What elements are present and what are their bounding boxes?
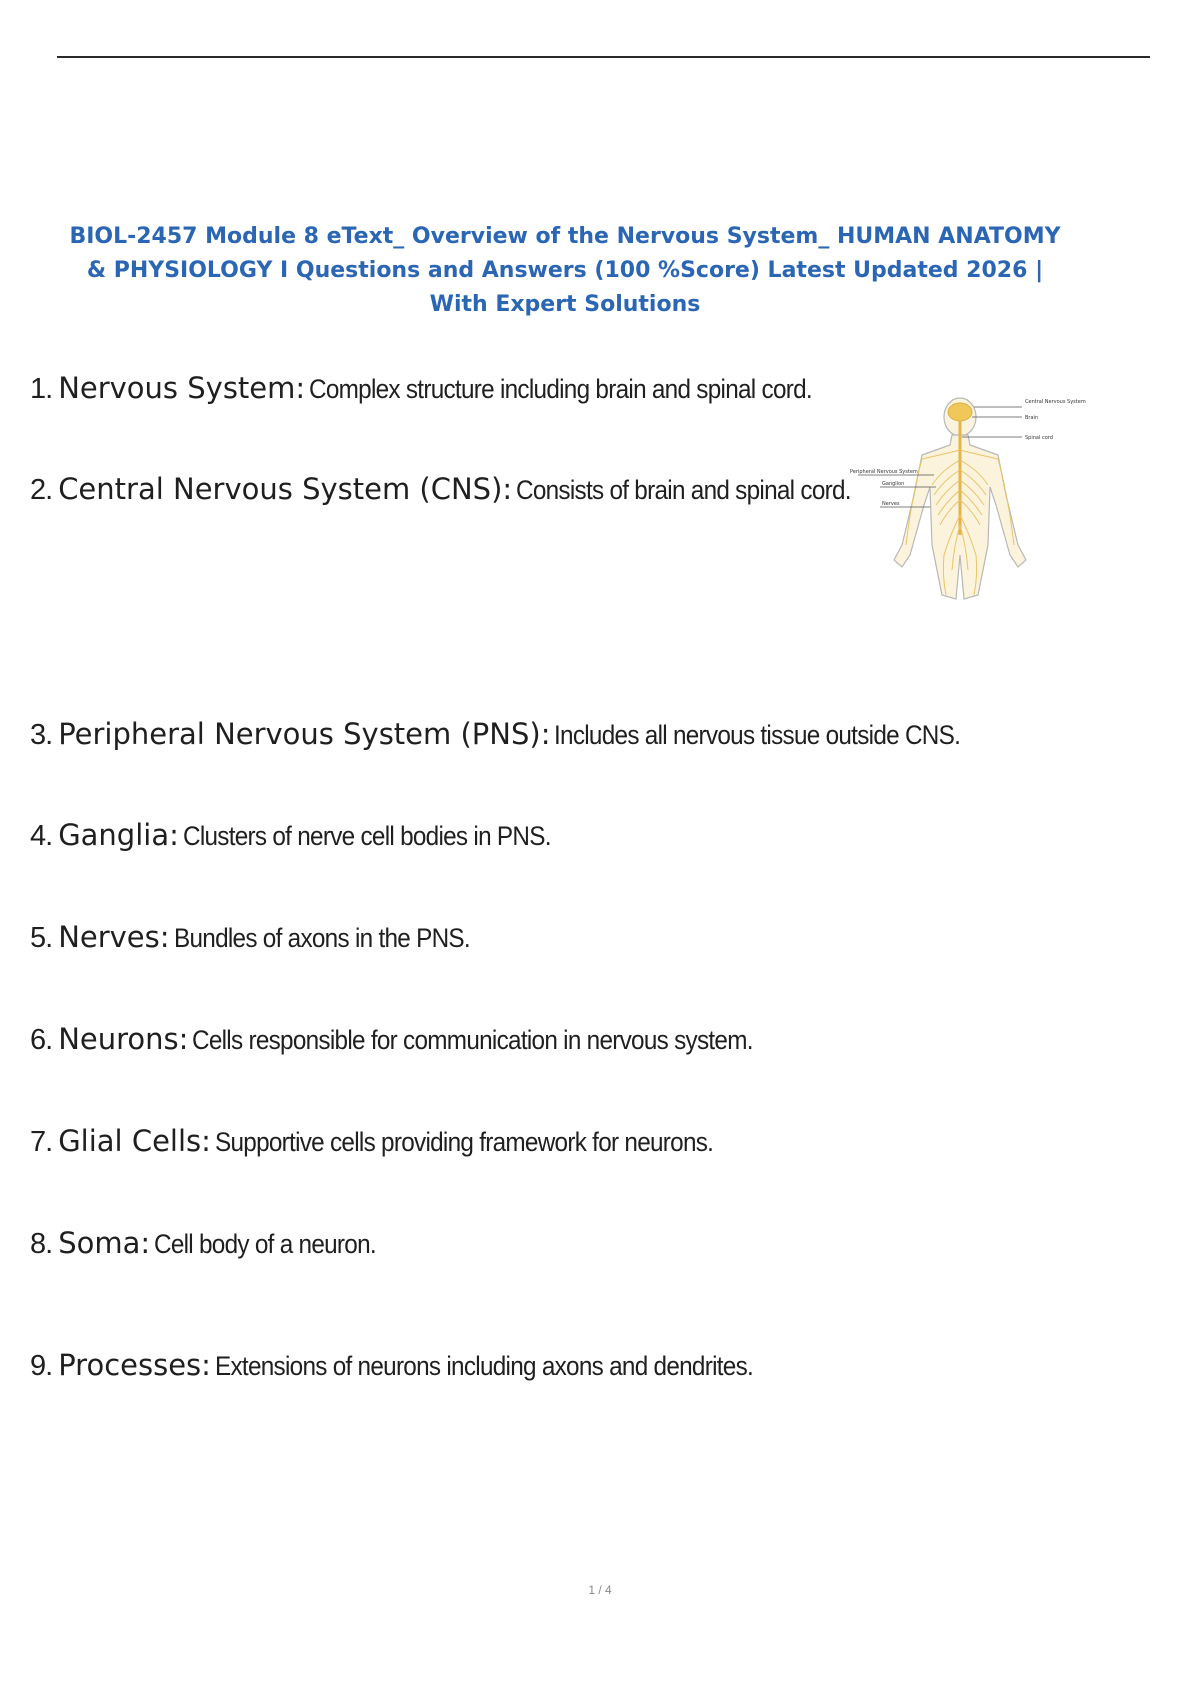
entry-term: Neurons: [58,1022,189,1056]
entry-4 [30,818,591,853]
figure-label-nerves: Nerves [882,501,900,507]
top-rule [57,56,1150,58]
nervous-system-diagram-icon [850,395,1090,605]
entry-definition: Cells responsible for communication in nervous system. [192,1025,754,1055]
entry-1 [30,371,868,406]
entry-term: Nerves: [58,920,170,954]
nervous-system-figure [850,395,1090,605]
entry-term: Central Nervous System (CNS): [58,472,513,506]
entry-number: 1. [30,373,53,405]
figure-label-pns: Peripheral Nervous System [850,469,918,475]
entry-number: 4. [30,820,53,852]
entry-3 [30,717,1006,752]
figure-label-spinal-cord: Spinal cord [1025,435,1053,441]
figure-label-ganglion: Ganglion [882,481,905,487]
entry-term: Ganglia: [58,818,179,852]
entry-2 [30,472,888,507]
entry-5 [30,920,502,955]
title-line-3: With Expert Solutions [429,292,701,317]
document-title [20,220,1110,322]
entry-term: Nervous System: [58,371,306,405]
entry-definition: Bundles of axons in the PNS. [173,923,470,953]
entry-6 [30,1022,815,1057]
entry-7 [30,1124,768,1159]
entry-number: 2. [30,474,53,506]
entry-definition: Includes all nervous tissue outside CNS. [554,720,961,750]
figure-label-brain: Brain [1025,415,1039,421]
entry-definition: Consists of brain and spinal cord. [516,475,852,505]
title-line-2: & PHYSIOLOGY I Questions and Answers (100 %Score) Latest Updated 2026 | [86,258,1044,283]
entry-number: 6. [30,1024,53,1056]
entry-definition: Complex structure including brain and spinal cord. [309,374,813,404]
entry-number: 5. [30,922,53,954]
entry-9 [30,1348,813,1383]
entry-number: 7. [30,1126,53,1158]
entry-term: Processes: [58,1348,211,1382]
page-number: 1 / 4 [588,1583,612,1597]
entry-definition: Supportive cells providing framework for neurons. [214,1127,714,1157]
entry-definition: Clusters of nerve cell bodies in PNS. [182,821,551,851]
entry-number: 9. [30,1350,53,1382]
entry-term: Soma: [58,1226,151,1260]
title-line-1: BIOL-2457 Module 8 eText_ Overview of the Nervous System_ HUMAN ANATOMY [69,224,1061,249]
entry-definition: Cell body of a neuron. [154,1229,377,1259]
entry-term: Peripheral Nervous System (PNS): [58,717,551,751]
entry-term: Glial Cells: [58,1124,211,1158]
figure-label-cns: Central Nervous System [1025,399,1086,405]
entry-number: 8. [30,1228,53,1260]
entry-8 [30,1226,401,1261]
entry-definition: Extensions of neurons including axons and dendrites. [214,1351,753,1381]
entry-number: 3. [30,719,53,751]
